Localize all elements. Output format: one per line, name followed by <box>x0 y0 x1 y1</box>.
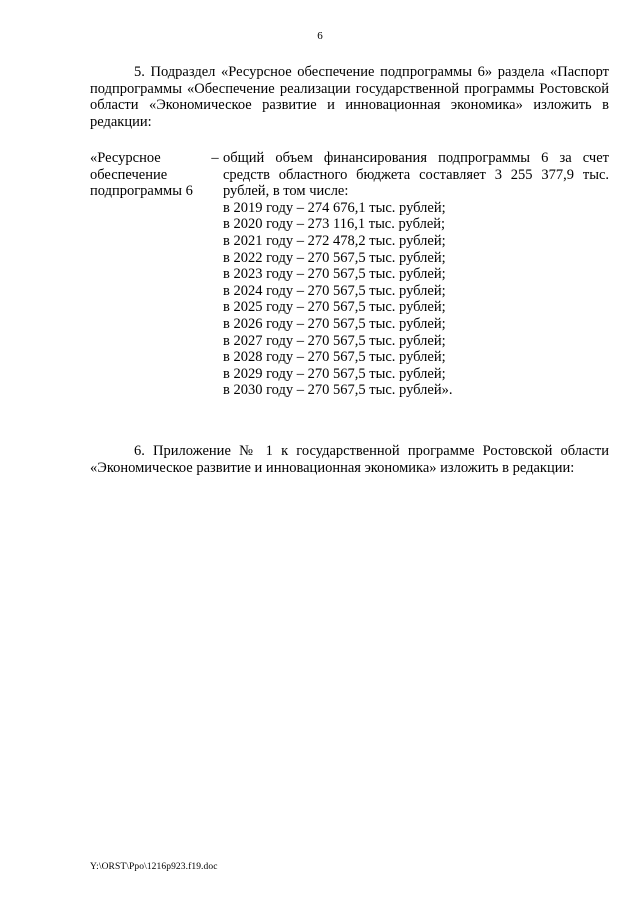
footer-file-path: Y:\ORST\Ppo\1216p923.f19.doc <box>90 862 218 872</box>
page-number: 6 <box>317 30 323 42</box>
paragraph-6 <box>90 443 609 476</box>
passport-label: «Ресурсное обеспечение подпрограммы 6 <box>90 150 193 200</box>
year-line-2022: в 2022 году – 270 567,5 тыс. рублей; <box>223 249 446 266</box>
passport-content <box>223 150 609 399</box>
year-line-2028: в 2028 году – 270 567,5 тыс. рублей; <box>223 349 446 366</box>
paragraph-5-text: 5. Подраздел «Ресурсное обеспечение подпрограммы 6» раздела «Паспорт подпрограммы «Обеспечение реализации государственной программы Ростовской области «Экономическое развитие и инновационная экономика» изложить в редакции: <box>90 64 609 130</box>
year-line-2023: в 2023 году – 270 567,5 тыс. рублей; <box>223 266 446 283</box>
year-line-2024: в 2024 году – 270 567,5 тыс. рублей; <box>223 282 446 299</box>
year-line-2021: в 2021 году – 272 478,2 тыс. рублей; <box>223 232 446 249</box>
passport-dash: – <box>211 150 219 166</box>
year-line-2027: в 2027 году – 270 567,5 тыс. рублей; <box>223 332 446 349</box>
paragraph-5 <box>90 64 609 130</box>
year-line-2019: в 2019 году – 274 676,1 тыс. рублей; <box>223 199 446 216</box>
year-line-2029: в 2029 году – 270 567,5 тыс. рублей; <box>223 365 446 382</box>
passport-intro: общий объем финансирования подпрограммы 6 за счет средств областного бюджета составляет 3 255 377,9 тыс. рублей, в том числе: <box>223 150 609 200</box>
paragraph-6-text: 6. Приложение № 1 к государственной программе Ростовской области «Экономическое развитие и инновационная экономика» изложить в редакции: <box>90 443 609 476</box>
year-line-2030: в 2030 году – 270 567,5 тыс. рублей». <box>223 382 453 399</box>
year-line-2025: в 2025 году – 270 567,5 тыс. рублей; <box>223 299 446 316</box>
year-line-2026: в 2026 году – 270 567,5 тыс. рублей; <box>223 315 446 332</box>
year-line-2020: в 2020 году – 273 116,1 тыс. рублей; <box>223 216 446 233</box>
